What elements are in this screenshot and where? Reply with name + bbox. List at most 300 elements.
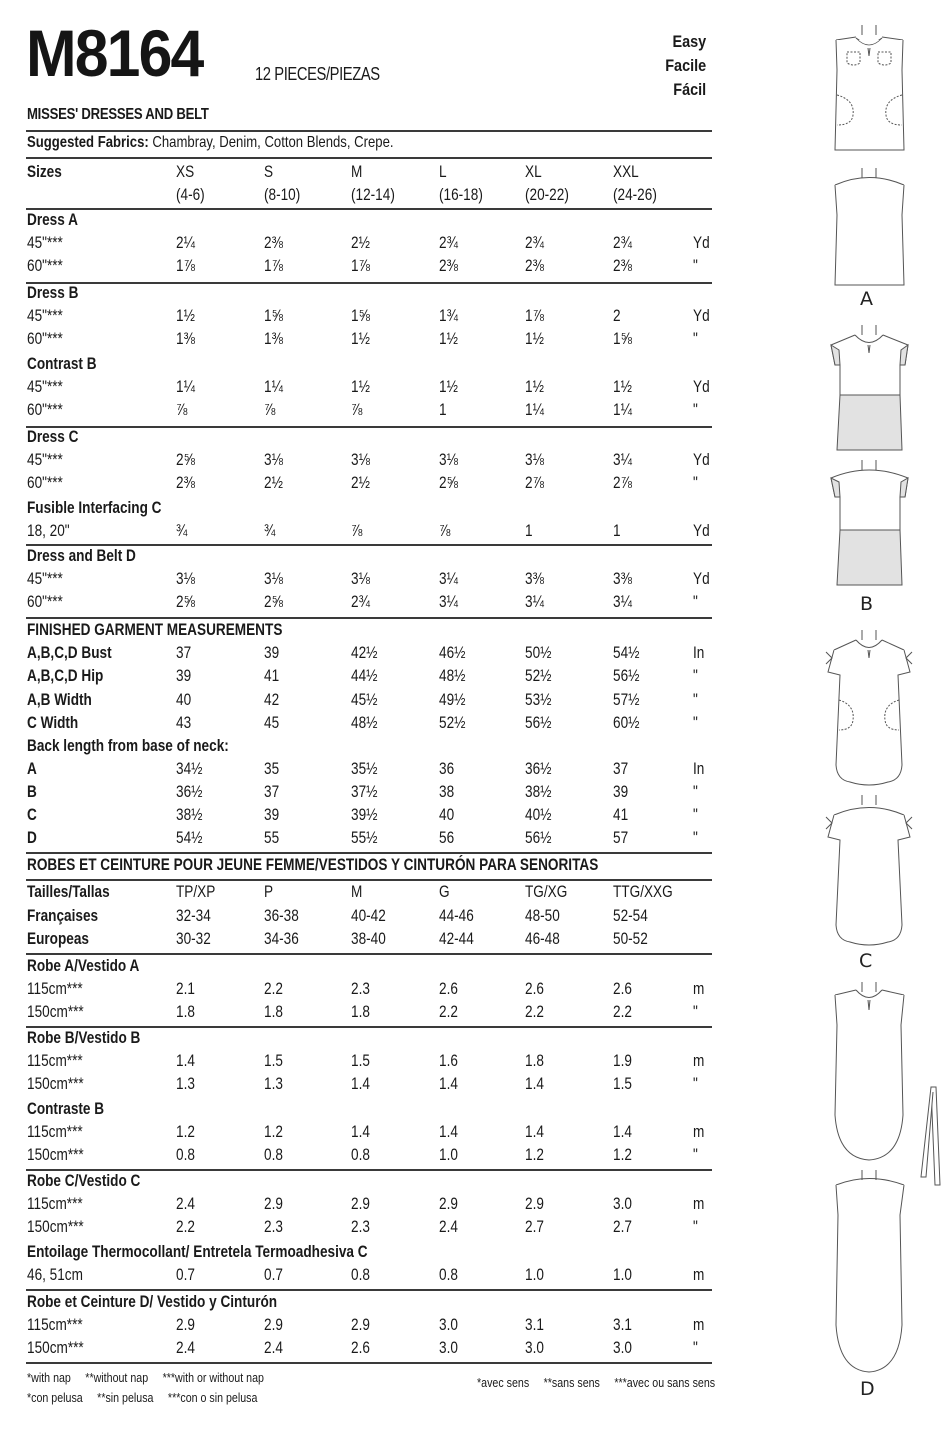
divider [26, 617, 712, 619]
value-cell: 2 [613, 306, 621, 325]
section-title: Dress B [27, 283, 79, 302]
value-cell: 39 [264, 805, 280, 824]
value-cell: 1.4 [439, 1074, 458, 1093]
row-label: 60"*** [27, 592, 63, 611]
value-cell: 3⅛ [439, 450, 458, 469]
view-illustrations [820, 0, 945, 1430]
value-cell: 1½ [613, 377, 632, 396]
size-cell: XXL [613, 162, 639, 181]
measurement-row [0, 666, 720, 688]
view-d-back-sketch [836, 1170, 904, 1372]
value-cell: 3⅜ [525, 569, 544, 588]
value-cell: 2.1 [176, 979, 195, 998]
value-cell: 1¼ [525, 400, 544, 419]
value-cell: 2¾ [351, 592, 370, 611]
value-cell: 2.6 [525, 979, 544, 998]
yardage-row [0, 521, 720, 543]
value-cell: 40 [439, 805, 455, 824]
unit-cell: " [693, 690, 698, 709]
sizes-label: Sizes [27, 162, 62, 181]
value-cell: 34½ [176, 759, 203, 778]
view-label-d: D [860, 1378, 875, 1400]
value-cell: 3⅛ [351, 450, 370, 469]
size-cell: M [351, 162, 363, 181]
yardage-row [0, 233, 720, 255]
size-cell: XL [525, 162, 542, 181]
value-cell: 45½ [351, 690, 378, 709]
value-cell: 1.8 [525, 1051, 544, 1070]
value-cell: 55 [264, 828, 280, 847]
yardage-row [0, 1051, 720, 1073]
value-cell: 3⅛ [176, 569, 195, 588]
value-cell: 2¾ [613, 233, 632, 252]
value-cell: 3¼ [525, 592, 544, 611]
unit-cell: Yd [693, 233, 710, 252]
view-b-back-sketch [831, 460, 908, 585]
difficulty-fr: Facile [665, 56, 706, 75]
value-cell: ¾ [264, 521, 276, 540]
value-cell: ⅞ [264, 400, 276, 419]
value-cell: 52½ [525, 666, 552, 685]
measurement-row [0, 713, 720, 735]
size-cell: 36-38 [264, 906, 299, 925]
value-cell: 1.0 [439, 1145, 458, 1164]
row-label: 115cm*** [27, 1315, 83, 1334]
row-label: 150cm*** [27, 1002, 84, 1021]
row-label: 150cm*** [27, 1145, 84, 1164]
value-cell: 3.0 [439, 1315, 458, 1334]
value-cell: 53½ [525, 690, 552, 709]
yardage-row [0, 1002, 720, 1024]
footnote: *con pelusa [27, 1390, 83, 1405]
unit-cell: Yd [693, 450, 710, 469]
row-label: 150cm*** [27, 1338, 84, 1357]
sizes-row [0, 162, 720, 184]
yardage-row [0, 979, 720, 1001]
value-cell: 2.9 [264, 1194, 283, 1213]
value-cell: 2½ [264, 473, 283, 492]
value-cell: 1.8 [176, 1002, 195, 1021]
value-cell: 2¼ [176, 233, 195, 252]
belt-d-sketch [921, 1087, 940, 1185]
size-cell: 40-42 [351, 906, 386, 925]
value-cell: 2.9 [439, 1194, 458, 1213]
value-cell: 37½ [351, 782, 378, 801]
size-cell: 48-50 [525, 906, 560, 925]
value-cell: 2⅝ [176, 592, 195, 611]
unit-cell: " [693, 256, 698, 275]
value-cell: 1½ [176, 306, 195, 325]
value-cell: 3⅛ [351, 569, 370, 588]
footnotes-spanish [27, 1390, 269, 1405]
value-cell: 3.0 [439, 1338, 458, 1357]
value-cell: 2⅞ [613, 473, 632, 492]
value-cell: 3.0 [613, 1338, 632, 1357]
divider [26, 208, 712, 210]
value-cell: 1.4 [525, 1074, 544, 1093]
section-title: Robe B/Vestido B [27, 1028, 141, 1047]
fabrics-value: Chambray, Denim, Cotton Blends, Crepe. [152, 134, 394, 151]
value-cell: 1.5 [264, 1051, 283, 1070]
row-label: 45"*** [27, 377, 63, 396]
value-cell: 36 [439, 759, 455, 778]
unit-cell: m [693, 1265, 705, 1284]
value-cell: 1½ [351, 377, 370, 396]
value-cell: 3⅛ [264, 450, 283, 469]
section-title: Contraste B [27, 1099, 105, 1118]
size-cell: 30-32 [176, 929, 211, 948]
value-cell: 1½ [525, 377, 544, 396]
back-length-row [0, 828, 720, 850]
value-cell: 2¾ [525, 233, 544, 252]
value-cell: 1.3 [176, 1074, 195, 1093]
yardage-row [0, 1315, 720, 1337]
value-cell: 0.8 [264, 1145, 283, 1164]
value-cell: 0.8 [176, 1145, 195, 1164]
value-cell: 44½ [351, 666, 378, 685]
value-cell: 1⅞ [525, 306, 544, 325]
value-cell: 1.4 [525, 1122, 544, 1141]
value-cell: 1.0 [525, 1265, 544, 1284]
footnote: *avec sens [477, 1375, 530, 1390]
value-cell: 2⅜ [264, 233, 283, 252]
row-label: C Width [27, 713, 79, 732]
value-cell: 2⅜ [613, 256, 632, 275]
section-title: Dress C [27, 427, 79, 446]
unit-cell: " [693, 592, 698, 611]
value-cell: 2.4 [176, 1338, 195, 1357]
yardage-row [0, 1122, 720, 1144]
unit-cell: Yd [693, 306, 710, 325]
value-cell: 1⅝ [264, 306, 283, 325]
value-cell: 2.2 [439, 1002, 458, 1021]
value-cell: 2.9 [351, 1194, 370, 1213]
value-cell: 2.4 [439, 1217, 458, 1236]
value-cell: 2⅝ [176, 450, 195, 469]
value-cell: 3.1 [613, 1315, 632, 1334]
value-cell: 2½ [351, 473, 370, 492]
value-cell: 1.2 [525, 1145, 544, 1164]
value-cell: 37 [264, 782, 280, 801]
fabrics-label: Suggested Fabrics: [27, 134, 149, 151]
measurement-row [0, 643, 720, 665]
value-cell: 38 [439, 782, 455, 801]
value-cell: 56 [439, 828, 455, 847]
value-cell: 1¼ [176, 377, 195, 396]
value-cell: 3.0 [613, 1194, 632, 1213]
value-cell: 57½ [613, 690, 640, 709]
value-cell: 1.2 [613, 1145, 632, 1164]
unit-cell: Yd [693, 569, 710, 588]
view-d-front-sketch [835, 982, 904, 1160]
size-cell: M [351, 882, 363, 901]
yardage-row [0, 256, 720, 278]
size-cell: P [264, 882, 274, 901]
value-cell: 37 [613, 759, 629, 778]
value-cell: 1.0 [613, 1265, 632, 1284]
size-cell: S [264, 162, 274, 181]
yardage-row [0, 1265, 720, 1287]
value-cell: 1⅜ [264, 329, 283, 348]
value-cell: 2½ [351, 233, 370, 252]
unit-cell: " [693, 713, 698, 732]
section-title: Robe C/Vestido C [27, 1171, 141, 1190]
value-cell: 2.9 [351, 1315, 370, 1334]
value-cell: 2.3 [351, 979, 370, 998]
value-cell: 50½ [525, 643, 552, 662]
divider [26, 282, 712, 284]
metric-size-row [0, 929, 720, 951]
unit-cell: In [693, 759, 705, 778]
value-cell: 40½ [525, 805, 552, 824]
value-cell: 0.7 [264, 1265, 283, 1284]
value-cell: 2.4 [264, 1338, 283, 1357]
value-cell: 1½ [439, 377, 458, 396]
unit-cell: m [693, 1122, 705, 1141]
value-cell: 37 [176, 643, 192, 662]
finished-measurements-title: FINISHED GARMENT MEASUREMENTS [27, 620, 283, 639]
value-cell: 1.4 [351, 1074, 370, 1093]
value-cell: 42½ [351, 643, 378, 662]
value-cell: 3⅜ [613, 569, 632, 588]
unit-cell: " [693, 1338, 698, 1357]
footnote: **without nap [85, 1370, 149, 1385]
value-cell: 1⅜ [176, 329, 195, 348]
value-cell: ¾ [176, 521, 188, 540]
value-cell: 1 [525, 521, 533, 540]
section-title: Dress and Belt D [27, 546, 136, 565]
view-label-a: A [860, 288, 873, 310]
size-range-cell: (20-22) [525, 185, 569, 204]
value-cell: 1.3 [264, 1074, 283, 1093]
value-cell: 2.6 [613, 979, 632, 998]
value-cell: 39 [613, 782, 629, 801]
yardage-row [0, 592, 720, 614]
unit-cell: " [693, 1002, 698, 1021]
row-label: 45"*** [27, 306, 63, 325]
value-cell: 0.8 [439, 1265, 458, 1284]
value-cell: 1.8 [351, 1002, 370, 1021]
size-range-cell: (4-6) [176, 185, 205, 204]
value-cell: 0.8 [351, 1265, 370, 1284]
value-cell: 45 [264, 713, 280, 732]
size-cell: 50-52 [613, 929, 648, 948]
size-range-cell: (12-14) [351, 185, 395, 204]
value-cell: 3¼ [613, 450, 632, 469]
view-label-b: B [860, 593, 874, 615]
value-cell: 1.4 [176, 1051, 195, 1070]
value-cell: 2.2 [176, 1217, 195, 1236]
unit-cell: " [693, 666, 698, 685]
unit-cell: In [693, 643, 705, 662]
row-label: 60"*** [27, 473, 63, 492]
section-title: Robe A/Vestido A [27, 956, 140, 975]
row-label: D [27, 828, 37, 847]
unit-cell: " [693, 828, 698, 847]
value-cell: 2.7 [525, 1217, 544, 1236]
unit-cell: " [693, 329, 698, 348]
row-label: A,B,C,D Hip [27, 666, 104, 685]
value-cell: 36½ [525, 759, 552, 778]
unit-cell: Yd [693, 377, 710, 396]
value-cell: 2.9 [525, 1194, 544, 1213]
value-cell: 2.2 [264, 979, 283, 998]
value-cell: 39 [264, 643, 280, 662]
value-cell: 2⅜ [439, 256, 458, 275]
unit-cell: m [693, 1315, 705, 1334]
row-label: 60"*** [27, 400, 63, 419]
divider [26, 130, 712, 132]
value-cell: 40 [176, 690, 192, 709]
yardage-row [0, 329, 720, 351]
footnote: ***avec ou sans sens [614, 1375, 716, 1390]
row-label: 115cm*** [27, 1051, 83, 1070]
unit-cell: " [693, 782, 698, 801]
divider [26, 879, 712, 881]
unit-cell: Yd [693, 521, 710, 540]
divider [26, 426, 712, 428]
size-range-cell: (16-18) [439, 185, 483, 204]
value-cell: 0.7 [176, 1265, 195, 1284]
view-label-c: C [859, 950, 873, 972]
view-b-front-sketch [831, 325, 908, 450]
size-cell: G [439, 882, 450, 901]
value-cell: 1⅞ [176, 256, 195, 275]
footnote: **sin pelusa [97, 1390, 154, 1405]
value-cell: 1 [613, 521, 621, 540]
value-cell: ⅞ [351, 400, 363, 419]
value-cell: 35 [264, 759, 280, 778]
value-cell: 38½ [525, 782, 552, 801]
value-cell: 3¼ [439, 592, 458, 611]
value-cell: 2⅝ [439, 473, 458, 492]
piece-count: 12 PIECES/PIEZAS [255, 64, 380, 84]
value-cell: 54½ [613, 643, 640, 662]
value-cell: 60½ [613, 713, 640, 732]
section-title: Robe et Ceinture D/ Vestido y Cinturón [27, 1292, 278, 1311]
value-cell: 1½ [351, 329, 370, 348]
value-cell: 2⅝ [264, 592, 283, 611]
value-cell: 1.4 [613, 1122, 632, 1141]
value-cell: 2.6 [351, 1338, 370, 1357]
unit-cell: m [693, 1051, 705, 1070]
yardage-row [0, 1074, 720, 1096]
value-cell: 1.2 [176, 1122, 195, 1141]
view-a-front-sketch [835, 25, 904, 150]
value-cell: 56½ [525, 713, 552, 732]
size-cell: 32-34 [176, 906, 211, 925]
value-cell: 2.3 [351, 1217, 370, 1236]
size-cell: TTG/XXG [613, 882, 673, 901]
value-cell: 2.9 [264, 1315, 283, 1334]
metric-size-row [0, 882, 720, 904]
view-c-front-sketch [826, 630, 912, 785]
divider [26, 852, 712, 854]
value-cell: 48½ [351, 713, 378, 732]
footnote: **sans sens [543, 1375, 600, 1390]
value-cell: 2¾ [439, 233, 458, 252]
difficulty-es: Fácil [673, 80, 706, 99]
value-cell: 1.4 [439, 1122, 458, 1141]
row-label: 150cm*** [27, 1074, 84, 1093]
size-cell: L [439, 162, 447, 181]
footnotes-french [477, 1375, 715, 1390]
footnote: ***with or without nap [162, 1370, 264, 1385]
value-cell: 3.1 [525, 1315, 544, 1334]
value-cell: 46½ [439, 643, 466, 662]
garment-sketches [820, 0, 945, 1430]
value-cell: 1.4 [351, 1122, 370, 1141]
value-cell: 1 [439, 400, 447, 419]
value-cell: 43 [176, 713, 192, 732]
unit-cell: " [693, 1074, 698, 1093]
difficulty-en: Easy [672, 32, 706, 51]
size-cell: 46-48 [525, 929, 560, 948]
row-label: 45"*** [27, 450, 63, 469]
size-cell: 42-44 [439, 929, 474, 948]
unit-cell: " [693, 1145, 698, 1164]
row-label: Europeas [27, 929, 89, 948]
value-cell: 2.9 [176, 1315, 195, 1334]
size-range-row [0, 185, 720, 207]
row-label: 45"*** [27, 569, 63, 588]
value-cell: 1.8 [264, 1002, 283, 1021]
value-cell: 1½ [439, 329, 458, 348]
value-cell: 3⅛ [264, 569, 283, 588]
size-range-cell: (24-26) [613, 185, 657, 204]
row-label: C [27, 805, 37, 824]
value-cell: 1.6 [439, 1051, 458, 1070]
value-cell: 2.3 [264, 1217, 283, 1236]
unit-cell: m [693, 979, 705, 998]
divider [26, 953, 712, 955]
value-cell: 2.7 [613, 1217, 632, 1236]
value-cell: 1⅝ [351, 306, 370, 325]
yardage-row [0, 1338, 720, 1360]
size-cell: 38-40 [351, 929, 386, 948]
yardage-row [0, 473, 720, 495]
value-cell: 2.2 [613, 1002, 632, 1021]
footnotes-english [27, 1370, 275, 1385]
row-label: 60"*** [27, 329, 63, 348]
row-label: 150cm*** [27, 1217, 84, 1236]
value-cell: 1¼ [613, 400, 632, 419]
divider [26, 157, 712, 159]
footnote: *with nap [27, 1370, 71, 1385]
row-label: 115cm*** [27, 1122, 83, 1141]
view-a-back-sketch [835, 168, 904, 285]
row-label: B [27, 782, 37, 801]
back-length-title: Back length from base of neck: [27, 736, 229, 755]
value-cell: 56½ [525, 828, 552, 847]
row-label: 45"*** [27, 233, 63, 252]
unit-cell: " [693, 473, 698, 492]
value-cell: 52½ [439, 713, 466, 732]
value-cell: 1⅝ [613, 329, 632, 348]
value-cell: 41 [264, 666, 280, 685]
row-label: A [27, 759, 37, 778]
value-cell: 54½ [176, 828, 203, 847]
divider [26, 1289, 712, 1291]
divider [26, 1362, 712, 1364]
value-cell: 1⅞ [264, 256, 283, 275]
value-cell: 3.0 [525, 1338, 544, 1357]
row-label: 115cm*** [27, 979, 83, 998]
size-cell: XS [176, 162, 195, 181]
value-cell: 41 [613, 805, 629, 824]
back-length-row [0, 805, 720, 827]
size-cell: 44-46 [439, 906, 474, 925]
